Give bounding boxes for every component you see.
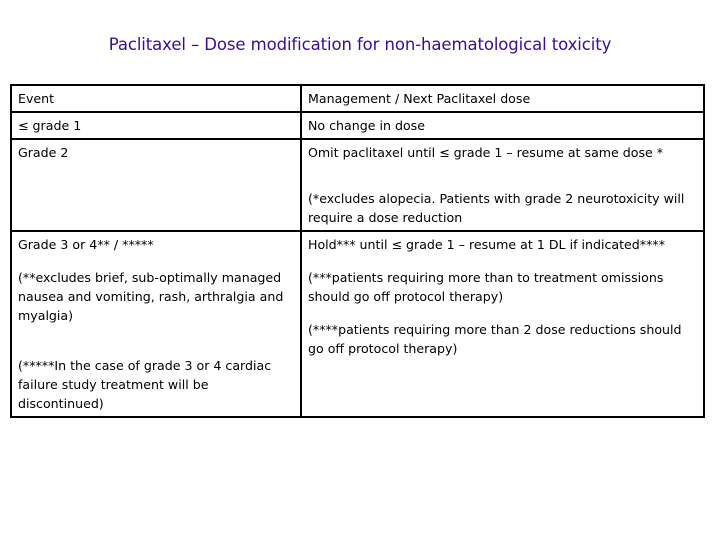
management-cell xyxy=(301,231,704,417)
dose-modification-table xyxy=(10,84,705,418)
management-note: (****patients requiring more than 2 dose reductions should go off protocol therapy) xyxy=(308,322,682,356)
management-cell xyxy=(301,139,704,231)
event-text: Grade 2 xyxy=(18,145,69,160)
page-title: Paclitaxel – Dose modification for non-haematological toxicity xyxy=(108,35,612,54)
management-note: (*excludes alopecia. Patients with grade 2 neurotoxicity will require a dose reduction xyxy=(308,191,685,225)
table-row xyxy=(11,231,704,417)
header-event-cell: Event xyxy=(11,85,301,112)
management-note: (***patients requiring more than to treatment omissions should go off protocol therapy) xyxy=(308,270,664,304)
event-cell xyxy=(11,139,301,231)
table-row xyxy=(11,112,704,139)
header-management-cell: Management / Next Paclitaxel dose xyxy=(301,85,704,112)
event-text: Grade 3 or 4** / ***** xyxy=(18,237,154,252)
management-cell: No change in dose xyxy=(301,112,704,139)
event-cell: ≤ grade 1 xyxy=(11,112,301,139)
table-row xyxy=(11,139,704,231)
management-text: Omit paclitaxel until ≤ grade 1 – resume at same dose * xyxy=(308,145,664,160)
management-text: Hold*** until ≤ grade 1 – resume at 1 DL if indicated**** xyxy=(308,237,665,252)
table-header-row xyxy=(11,85,704,112)
event-note: (*****In the case of grade 3 or 4 cardiac failure study treatment will be discontinued) xyxy=(18,358,272,411)
event-cell xyxy=(11,231,301,417)
event-note: (**excludes brief, sub-optimally managed nausea and vomiting, rash, arthralgia and myalgia) xyxy=(18,270,284,323)
